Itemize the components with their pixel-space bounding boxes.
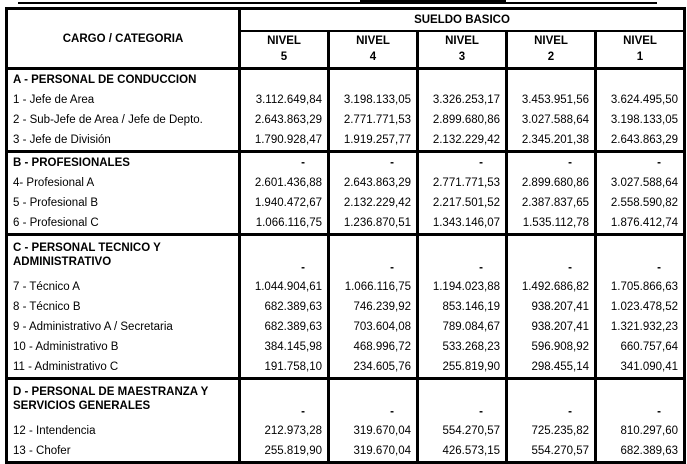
value-cell: 3.112.649,84 [240,90,329,110]
placeholder-cell: - [240,152,329,174]
placeholder-cell: - [507,235,596,278]
value-cell: 1.194.023,88 [418,277,507,297]
nivel-number: 3 [458,50,466,63]
value-cell: 2.899.680,86 [507,173,596,193]
value-cell: 746.239,92 [329,297,418,317]
cargo-categoria-header: CARGO / CATEGORIA [7,9,240,69]
value-cell: 725.235,82 [507,421,596,441]
placeholder-cell: - [596,235,685,278]
table-row [7,337,685,357]
value-cell: 2.643.863,29 [596,130,685,152]
value-cell: 3.198.133,05 [329,90,418,110]
value-cell: 1.535.112,78 [507,213,596,235]
value-cell: 1.044.904,61 [240,277,329,297]
placeholder-cell: - [507,379,596,422]
table-row [7,357,685,379]
nivel-1-header [596,31,685,69]
table-row [7,193,685,213]
cargo-label: 5 - Profesional B [7,193,240,213]
value-cell: 533.268,23 [418,337,507,357]
table-row [7,297,685,317]
placeholder-cell: - [418,152,507,174]
cargo-label: 9 - Administrativo A / Secretaria [7,317,240,337]
value-cell: 1.790.928,47 [240,130,329,152]
placeholder-cell [507,69,596,91]
nivel-label: NIVEL [623,34,657,47]
placeholder-cell: - [596,379,685,422]
value-cell: 2.345.201,38 [507,130,596,152]
cargo-label: 4- Profesional A [7,173,240,193]
cropped-top-border-artifact-thick [360,0,506,3]
cargo-label: 10 - Administrativo B [7,337,240,357]
table-row [7,317,685,337]
value-cell: 682.389,63 [240,317,329,337]
value-cell: 191.758,10 [240,357,329,379]
value-cell: 319.670,04 [329,441,418,463]
value-cell: 660.757,64 [596,337,685,357]
table-row [7,110,685,130]
nivel-label: NIVEL [356,34,390,47]
table-row [7,277,685,297]
cargo-label: 13 - Chofer [7,441,240,463]
nivel-label: NIVEL [267,34,301,47]
value-cell: 3.198.133,05 [596,110,685,130]
cargo-label: 2 - Sub-Jefe de Area / Jefe de Depto. [7,110,240,130]
value-cell: 2.771.771,53 [329,110,418,130]
value-cell: 255.819,90 [418,357,507,379]
value-cell: 1.066.116,75 [240,213,329,235]
table-row [7,130,685,152]
placeholder-cell: - [240,379,329,422]
nivel-number: 2 [547,50,555,63]
table-row [7,173,685,193]
value-cell: 1.705.866,63 [596,277,685,297]
nivel-label: NIVEL [534,34,568,47]
section-header-c [7,235,685,278]
value-cell: 2.601.436,88 [240,173,329,193]
value-cell: 298.455,14 [507,357,596,379]
value-cell: 789.084,67 [418,317,507,337]
value-cell: 384.145,98 [240,337,329,357]
placeholder-cell: - [329,152,418,174]
value-cell: 938.207,41 [507,297,596,317]
cargo-label: 7 - Técnico A [7,277,240,297]
table-row [7,421,685,441]
placeholder-cell [240,69,329,91]
value-cell: 2.558.590,82 [596,193,685,213]
value-cell: 1.492.686,82 [507,277,596,297]
nivel-label: NIVEL [445,34,479,47]
value-cell: 810.297,60 [596,421,685,441]
section-title: B - PROFESIONALES [7,152,240,174]
placeholder-cell: - [329,379,418,422]
value-cell: 554.270,57 [507,441,596,463]
value-cell: 3.624.495,50 [596,90,685,110]
value-cell: 596.908,92 [507,337,596,357]
placeholder-cell: - [240,235,329,278]
value-cell: 1.023.478,52 [596,297,685,317]
value-cell: 234.605,76 [329,357,418,379]
cargo-label: 11 - Administrativo C [7,357,240,379]
section-header-d [7,379,685,422]
placeholder-cell: - [507,152,596,174]
value-cell: 853.146,19 [418,297,507,317]
placeholder-cell: - [596,152,685,174]
nivel-5-header [240,31,329,69]
cropped-top-border-artifact [18,2,657,4]
value-cell: 426.573,15 [418,441,507,463]
value-cell: 682.389,63 [596,441,685,463]
value-cell: 1.940.472,67 [240,193,329,213]
cargo-label: 6 - Profesional C [7,213,240,235]
cargo-label: 12 - Intendencia [7,421,240,441]
nivel-number: 5 [280,50,288,63]
table-row [7,90,685,110]
nivel-4-header [329,31,418,69]
header-row-sueldo [7,9,685,32]
value-cell: 319.670,04 [329,421,418,441]
cargo-label: 1 - Jefe de Area [7,90,240,110]
sueldo-basico-header: SUELDO BASICO [240,9,685,32]
value-cell: 2.132.229,42 [418,130,507,152]
value-cell: 938.207,41 [507,317,596,337]
nivel-number: 4 [369,50,377,63]
table-row [7,213,685,235]
value-cell: 3.027.588,64 [507,110,596,130]
value-cell: 1.876.412,74 [596,213,685,235]
value-cell: 2.643.863,29 [240,110,329,130]
value-cell: 1.343.146,07 [418,213,507,235]
value-cell: 212.973,28 [240,421,329,441]
value-cell: 2.387.837,65 [507,193,596,213]
section-header-b [7,152,685,174]
placeholder-cell [329,69,418,91]
section-header-a [7,69,685,91]
cargo-label: 8 - Técnico B [7,297,240,317]
placeholder-cell [596,69,685,91]
placeholder-cell: - [418,235,507,278]
value-cell: 3.027.588,64 [596,173,685,193]
section-title: C - PERSONAL TECNICO Y ADMINISTRATIVO [7,235,240,278]
table-row [7,441,685,463]
value-cell: 255.819,90 [240,441,329,463]
value-cell: 1.066.116,75 [329,277,418,297]
value-cell: 2.899.680,86 [418,110,507,130]
cargo-label: 3 - Jefe de División [7,130,240,152]
section-title: D - PERSONAL DE MAESTRANZA Y SERVICIOS GENERALES [7,379,240,422]
placeholder-cell [418,69,507,91]
value-cell: 3.326.253,17 [418,90,507,110]
section-title: A - PERSONAL DE CONDUCCION [7,69,240,91]
value-cell: 341.090,41 [596,357,685,379]
placeholder-cell: - [329,235,418,278]
value-cell: 3.453.951,56 [507,90,596,110]
value-cell: 2.217.501,52 [418,193,507,213]
value-cell: 682.389,63 [240,297,329,317]
value-cell: 2.132.229,42 [329,193,418,213]
value-cell: 703.604,08 [329,317,418,337]
value-cell: 468.996,72 [329,337,418,357]
value-cell: 1.919.257,77 [329,130,418,152]
value-cell: 1.236.870,51 [329,213,418,235]
nivel-3-header [418,31,507,69]
value-cell: 554.270,57 [418,421,507,441]
value-cell: 2.771.771,53 [418,173,507,193]
nivel-number: 1 [636,50,644,63]
value-cell: 2.643.863,29 [329,173,418,193]
salary-table [5,7,686,464]
nivel-2-header [507,31,596,69]
value-cell: 1.321.932,23 [596,317,685,337]
placeholder-cell: - [418,379,507,422]
